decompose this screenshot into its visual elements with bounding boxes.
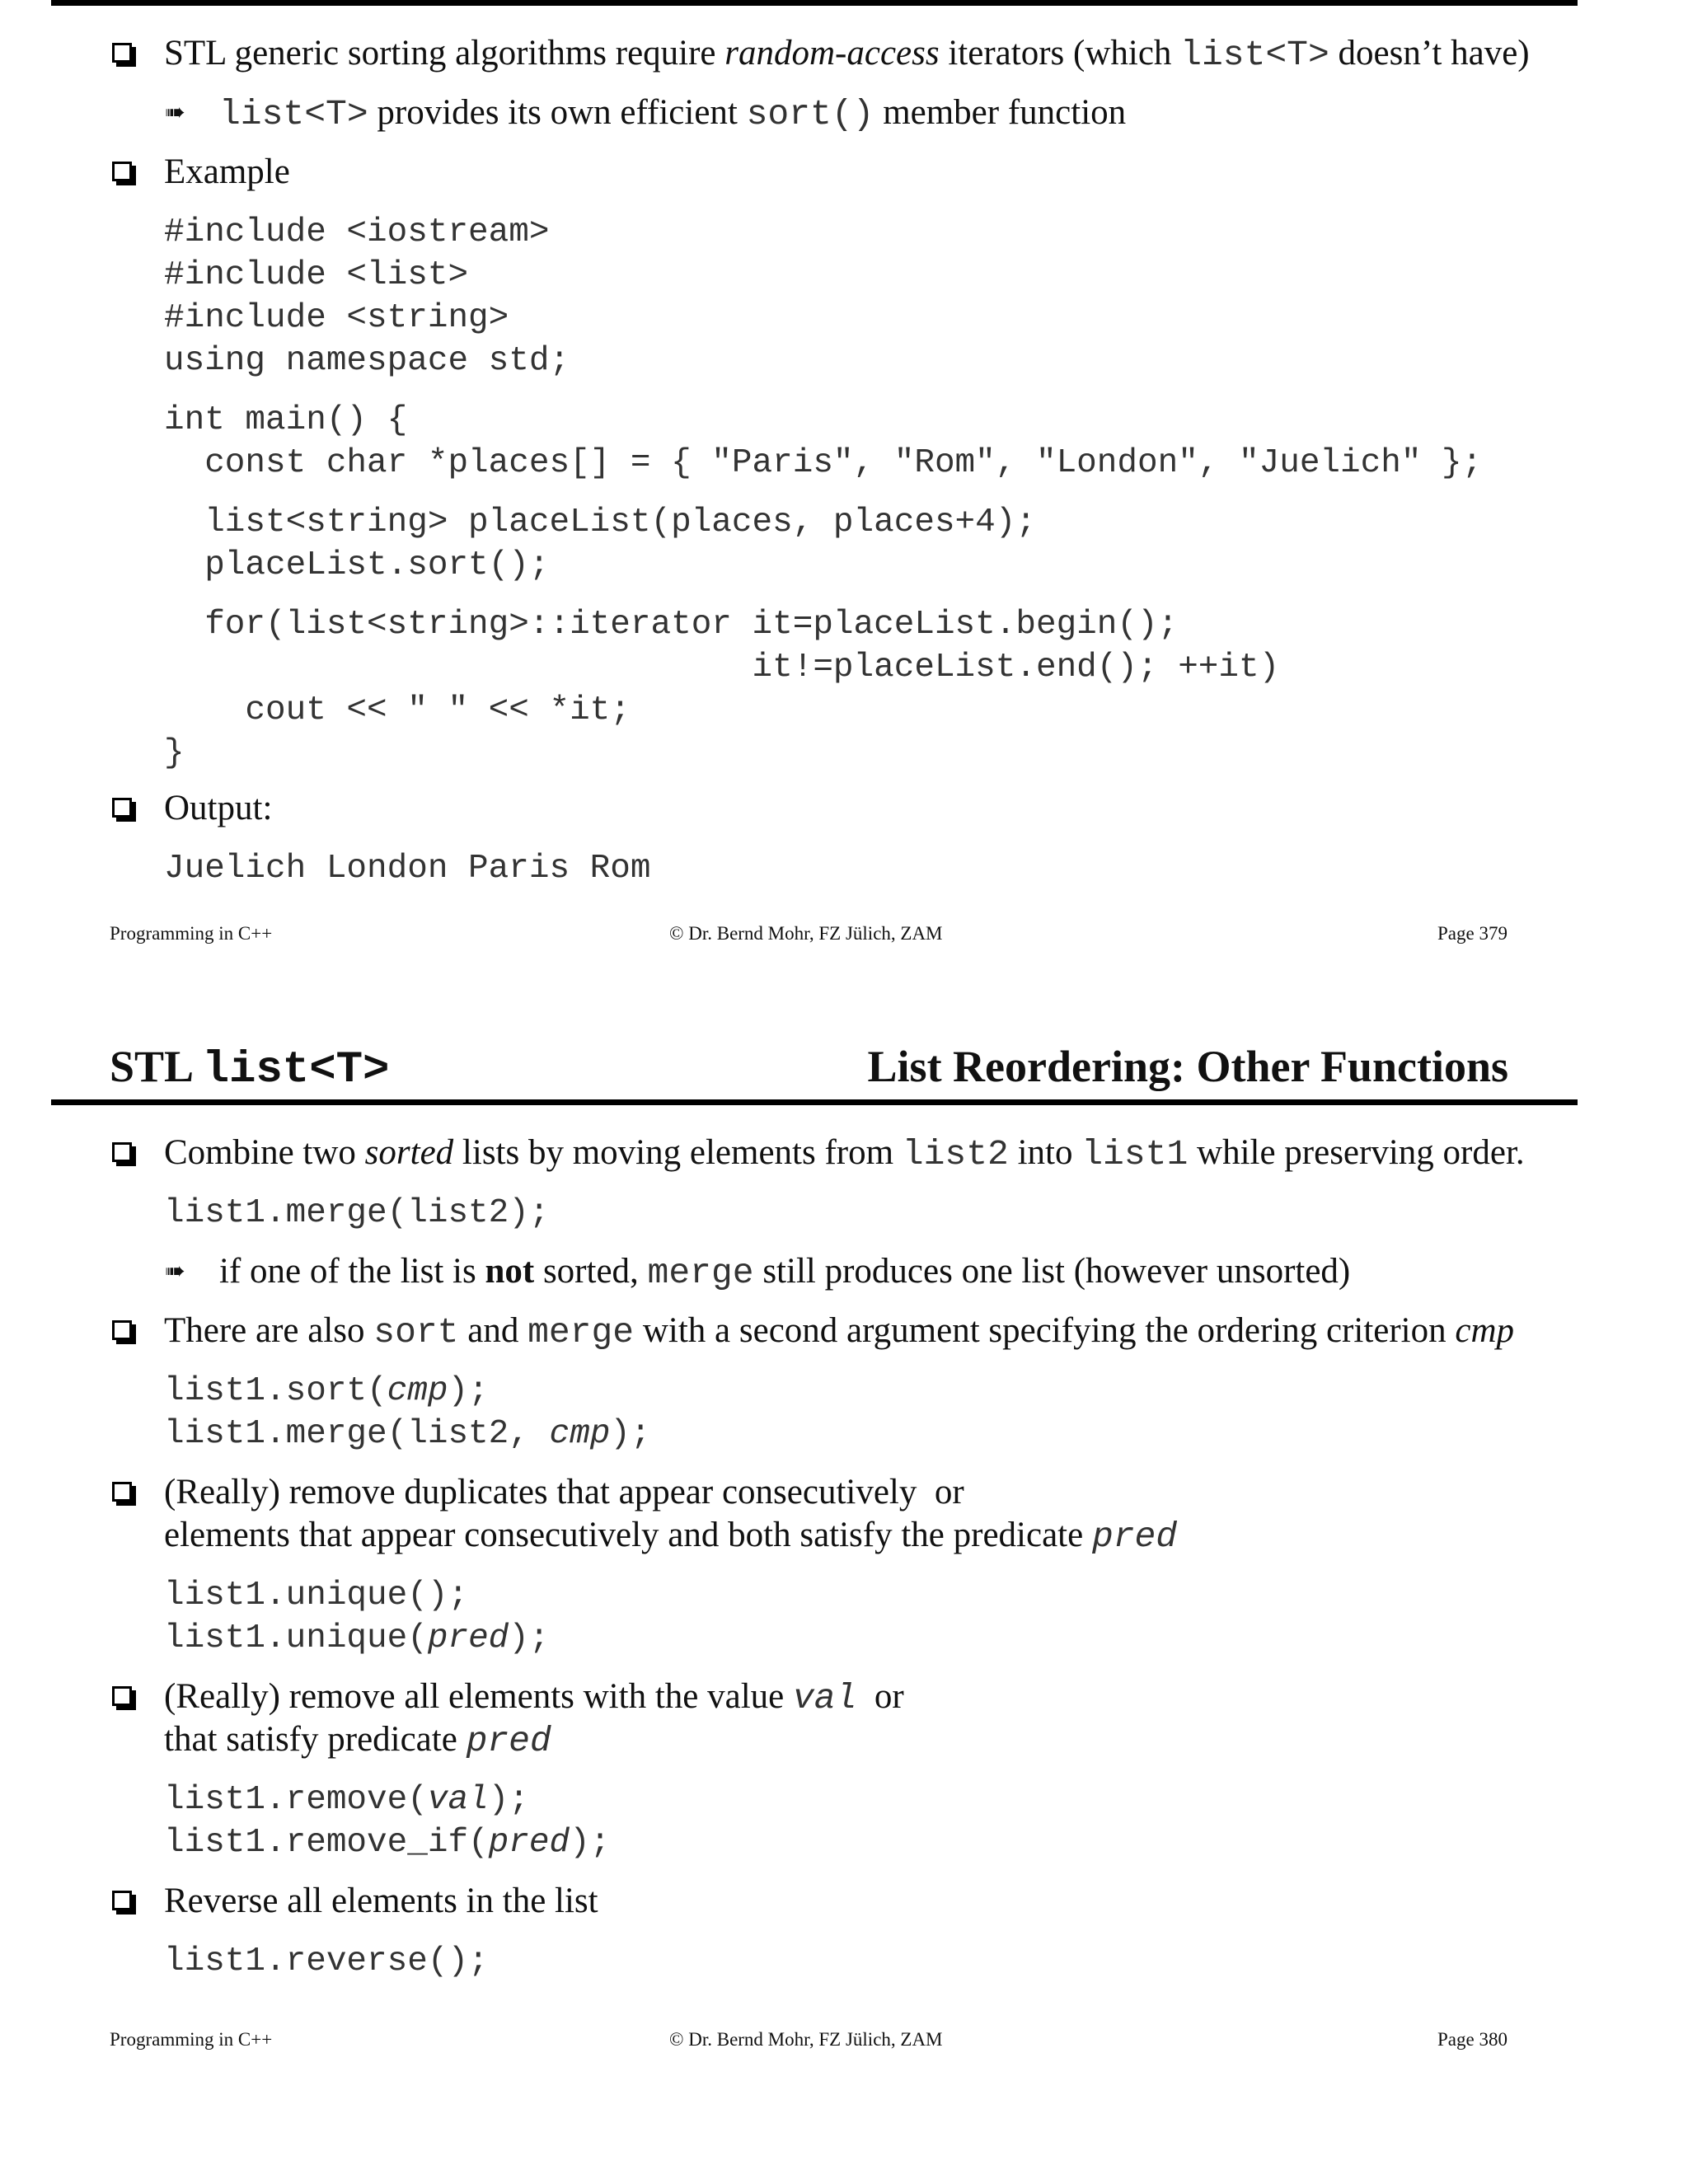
- code-unique: list1.unique();: [164, 1577, 469, 1615]
- bullet-output: Output:: [164, 789, 273, 827]
- footer-right: Page 379: [1437, 923, 1507, 944]
- top-rule: [51, 0, 1578, 6]
- page-title-left: STL list<T>: [110, 1042, 390, 1095]
- code-using: using namespace std;: [164, 342, 570, 380]
- code-sort-cmp: list1.sort(cmp);: [164, 1372, 489, 1410]
- checkbox-bullet-icon: [112, 43, 132, 63]
- footer-center: © Dr. Bernd Mohr, FZ Jülich, ZAM: [669, 923, 943, 944]
- title-rule: [51, 1099, 1578, 1105]
- code-reverse: list1.reverse();: [164, 1943, 489, 1980]
- code-main-close: }: [164, 734, 185, 772]
- bullet-unique-line1: (Really) remove duplicates that appear consecutively or: [164, 1473, 964, 1511]
- code-places-array: const char *places[] = { "Paris", "Rom", "London", "Juelich" };: [164, 444, 1483, 482]
- code-placelist-sort: placeList.sort();: [164, 546, 550, 584]
- page-title-right: List Reordering: Other Functions: [867, 1042, 1508, 1091]
- footer-left: Programming in C++: [110, 923, 273, 944]
- program-output: Juelich London Paris Rom: [164, 850, 651, 888]
- bullet-remove-line1: (Really) remove all elements with the value val or: [164, 1677, 904, 1718]
- code-main-open: int main() {: [164, 401, 408, 439]
- checkbox-bullet-icon: [112, 1686, 132, 1706]
- bullet-example: Example: [164, 152, 290, 191]
- code-include-3: #include <string>: [164, 299, 509, 337]
- code-include-2: #include <list>: [164, 256, 469, 294]
- bullet-unique-line2: elements that appear consecutively and both satisfy the predicate pred: [164, 1516, 1178, 1557]
- checkbox-bullet-icon: [112, 1482, 132, 1502]
- checkbox-bullet-icon: [112, 798, 132, 818]
- bullet-reverse: Reverse all elements in the list: [164, 1882, 598, 1920]
- sub-bullet-unsorted: if one of the list is not sorted, merge still produces one list (however unsorted): [219, 1252, 1351, 1293]
- code-for-loop-2: it!=placeList.end(); ++it): [164, 649, 1280, 687]
- checkbox-bullet-icon: [112, 162, 132, 181]
- sub-bullet-sort-member: list<T> provides its own efficient sort() member function: [219, 93, 1127, 134]
- footer-right: Page 380: [1437, 2029, 1507, 2050]
- bullet-merge: Combine two sorted lists by moving elements from list2 into list1 while preserving order.: [164, 1133, 1525, 1174]
- code-merge-cmp: list1.merge(list2, cmp);: [164, 1415, 651, 1453]
- code-unique-pred: list1.unique(pred);: [164, 1619, 550, 1657]
- checkbox-bullet-icon: [112, 1891, 132, 1910]
- bullet-sorting-requirement: STL generic sorting algorithms require random-access iterators (which list<T> doesn’t have): [164, 34, 1530, 75]
- bullet-remove-line2: that satisfy predicate pred: [164, 1720, 551, 1761]
- footer-center: © Dr. Bernd Mohr, FZ Jülich, ZAM: [669, 2029, 943, 2050]
- footer-left: Programming in C++: [110, 2029, 273, 2050]
- code-include-1: #include <iostream>: [164, 213, 550, 251]
- code-cout: cout << " " << *it;: [164, 691, 631, 729]
- code-placelist-init: list<string> placeList(places, places+4);: [164, 504, 1036, 541]
- arrow-bullet-icon: ➠: [165, 1257, 186, 1286]
- code-remove-if: list1.remove_if(pred);: [164, 1824, 611, 1862]
- arrow-bullet-icon: ➠: [165, 98, 186, 127]
- bullet-cmp: There are also sort and merge with a second argument specifying the ordering criterion cmp: [164, 1311, 1515, 1352]
- code-remove: list1.remove(val);: [164, 1781, 529, 1819]
- code-merge: list1.merge(list2);: [164, 1194, 550, 1232]
- checkbox-bullet-icon: [112, 1320, 132, 1340]
- code-for-loop-1: for(list<string>::iterator it=placeList.begin();: [164, 606, 1179, 644]
- checkbox-bullet-icon: [112, 1142, 132, 1162]
